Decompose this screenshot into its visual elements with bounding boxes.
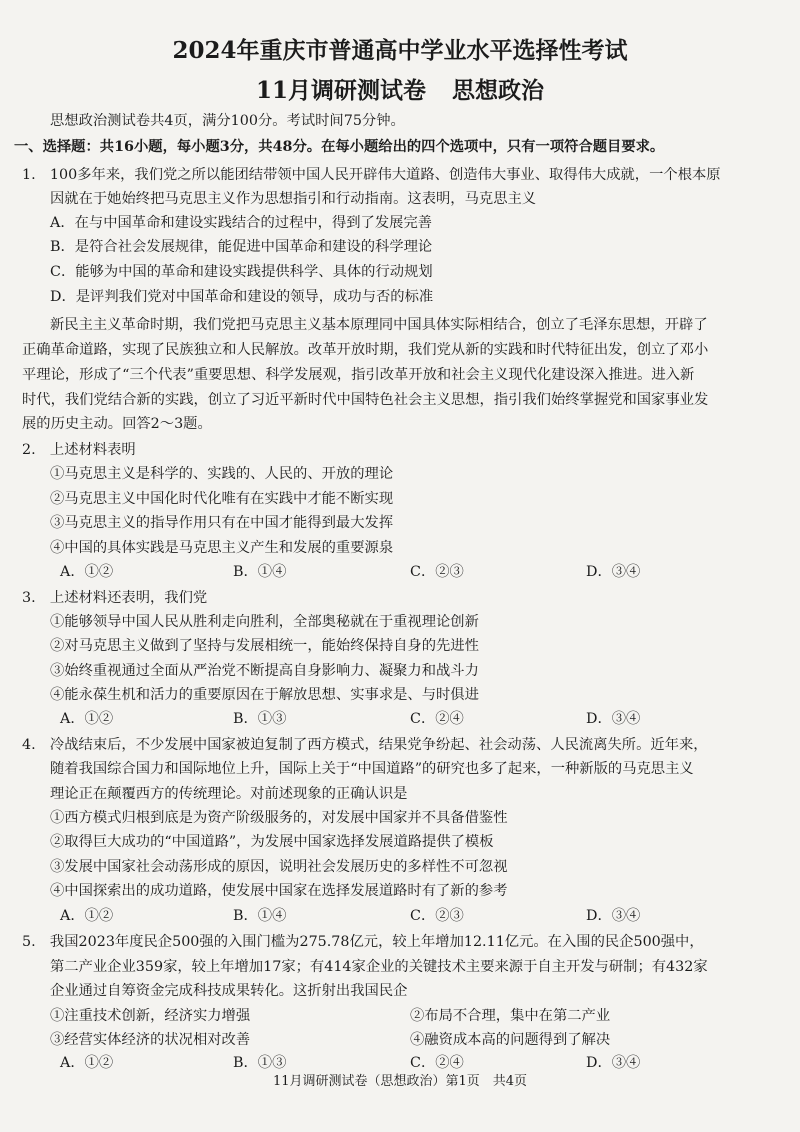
q2-statement-4: ④中国的具体实践是马克思主义产生和发展的重要源泉 bbox=[50, 540, 394, 556]
q2-option-d: D．③④ bbox=[586, 564, 641, 580]
q3-stem: 3. 上述材料还表明，我们党 bbox=[22, 590, 208, 606]
q5-stem-line1: 5. 我国2023年度民企500强的入围门槛为275.78亿元，较上年增加12.11亿元。在入围的民企500强中， bbox=[22, 934, 704, 950]
q3-option-b: B．①③ bbox=[233, 711, 287, 727]
q4-option-a: A．①② bbox=[60, 908, 114, 924]
q2-statement-2: ②马克思主义中国化时代化唯有在实践中才能不断实现 bbox=[50, 491, 394, 507]
q2-statement-1: ①马克思主义是科学的、实践的、人民的、开放的理论 bbox=[50, 466, 394, 482]
q2-statement-3: ③马克思主义的指导作用只有在中国才能得到最大发挥 bbox=[50, 515, 394, 531]
q4-option-c: C．②③ bbox=[410, 908, 464, 924]
q5-statement-2: ②布局不合理，集中在第二产业 bbox=[410, 1008, 611, 1024]
material-line1: 新民主主义革命时期，我们党把马克思主义基本原理同中国具体实际相结合，创立了毛泽东思想，开辟了 bbox=[50, 317, 708, 333]
exam-title: 2024年重庆市普通高中学业水平选择性考试 bbox=[172, 37, 628, 64]
q2-stem: 2. 上述材料表明 bbox=[22, 442, 136, 458]
q4-stem-line3: 理论正在颠覆西方的传统理论。对前述现象的正确认识是 bbox=[50, 786, 408, 802]
q5-statement-3: ③经营实体经济的状况相对改善 bbox=[50, 1032, 251, 1048]
q4-statement-4: ④中国探索出的成功道路，使发展中国家在选择发展道路时有了新的参考 bbox=[50, 883, 508, 899]
material-line3: 平理论，形成了“三个代表”重要思想、科学发展观，指引改革开放和社会主义现代化建设深入推进。进入新 bbox=[22, 367, 695, 383]
q4-option-b: B．①④ bbox=[233, 908, 287, 924]
q5-statement-1: ①注重技术创新，经济实力增强 bbox=[50, 1008, 251, 1024]
section-heading-rest: 在每小题给出的四个选项中，只有一项符合题目要求。 bbox=[321, 139, 665, 155]
q1-option-b: B．是符合社会发展规律，能促进中国革命和建设的科学理论 bbox=[50, 239, 433, 255]
material-line4: 时代，我们党结合新的实践，创立了习近平新时代中国特色社会主义思想，指引我们始终掌握党和国家事业发 bbox=[22, 392, 709, 408]
q5-option-a: A．①② bbox=[60, 1055, 114, 1071]
q4-stem-line2: 随着我国综合国力和国际地位上升，国际上关于“中国道路”的研究也多了起来，一种新版的马克思主义 bbox=[50, 761, 694, 777]
q1-option-c: C．能够为中国的革命和建设实践提供科学、具体的行动规划 bbox=[50, 264, 433, 280]
intro-text: 思想政治测试卷共4页，满分100分。考试时间75分钟。 bbox=[50, 113, 405, 129]
q4-statement-2: ②取得巨大成功的“中国道路”，为发展中国家选择发展道路提供了模板 bbox=[50, 834, 494, 850]
q4-stem-line1: 4. 冷战结束后，不少发展中国家被迫复制了西方模式，结果党争纷起、社会动荡、人民流离失所。近年来， bbox=[22, 737, 708, 753]
material-line5: 展的历史主动。回答2～3题。 bbox=[22, 416, 212, 432]
q4-statement-1: ①西方模式归根到底是为资产阶级服务的，对发展中国家并不具备借鉴性 bbox=[50, 810, 508, 826]
section-heading-bold: 一、选择题：共16小题，每小题3分，共48分。 bbox=[14, 139, 322, 155]
q4-option-d: D．③④ bbox=[586, 908, 641, 924]
q3-option-c: C．②④ bbox=[410, 711, 464, 727]
q5-option-d: D．③④ bbox=[586, 1055, 641, 1071]
material-line2: 正确革命道路，实现了民族独立和人民解放。改革开放时期，我们党从新的实践和时代特征出发，创立了邓小 bbox=[22, 342, 709, 358]
q3-option-a: A．①② bbox=[60, 711, 114, 727]
q1-option-a: A．在与中国革命和建设实践结合的过程中，得到了发展完善 bbox=[50, 215, 433, 231]
q3-statement-3: ③始终重视通过全面从严治党不断提高自身影响力、凝聚力和战斗力 bbox=[50, 663, 479, 679]
exam-subtitle bbox=[0, 72, 800, 105]
q2-option-c: C．②③ bbox=[410, 564, 464, 580]
q1-stem-line2: 因就在于她始终把马克思主义作为思想指引和行动指南。这表明，马克思主义 bbox=[50, 191, 537, 207]
q3-statement-4: ④能永葆生机和活力的重要原因在于解放思想、实事求是、与时俱进 bbox=[50, 687, 479, 703]
q3-option-d: D．③④ bbox=[586, 711, 641, 727]
q1-stem-line1: 1. 100多年来，我们党之所以能团结带领中国人民开辟伟大道路、创造伟大事业、取得伟大成就，一个根本原 bbox=[22, 167, 721, 183]
section-heading bbox=[14, 137, 664, 157]
exam-subtitle-test: 11月调研测试卷 bbox=[255, 77, 426, 104]
q1-option-d: D．是评判我们党对中国革命和建设的领导，成功与否的标准 bbox=[50, 289, 434, 305]
q2-option-b: B．①④ bbox=[233, 564, 287, 580]
q2-option-a: A．①② bbox=[60, 564, 114, 580]
q5-statement-4: ④融资成本高的问题得到了解决 bbox=[410, 1032, 611, 1048]
q3-statement-2: ②对马克思主义做到了坚持与发展相统一，能始终保持自身的先进性 bbox=[50, 638, 479, 654]
q3-statement-1: ①能够领导中国人民从胜利走向胜利，全部奥秘就在于重视理论创新 bbox=[50, 614, 479, 630]
q5-stem-line2: 第二产业企业359家，较上年增加17家；有414家企业的关键技术主要来源于自主开发与研制；有432家 bbox=[50, 959, 708, 975]
page-footer: 11月调研测试卷（思想政治）第1页 共4页 bbox=[272, 1074, 528, 1089]
q5-option-b: B．①③ bbox=[233, 1055, 287, 1071]
q5-option-c: C．②④ bbox=[410, 1055, 464, 1071]
q4-statement-3: ③发展中国家社会动荡形成的原因，说明社会发展历史的多样性不可忽视 bbox=[50, 859, 508, 875]
q5-stem-line3: 企业通过自筹资金完成科技成果转化。这折射出我国民企 bbox=[50, 983, 408, 999]
exam-subtitle-subject: 思想政治 bbox=[452, 77, 544, 104]
